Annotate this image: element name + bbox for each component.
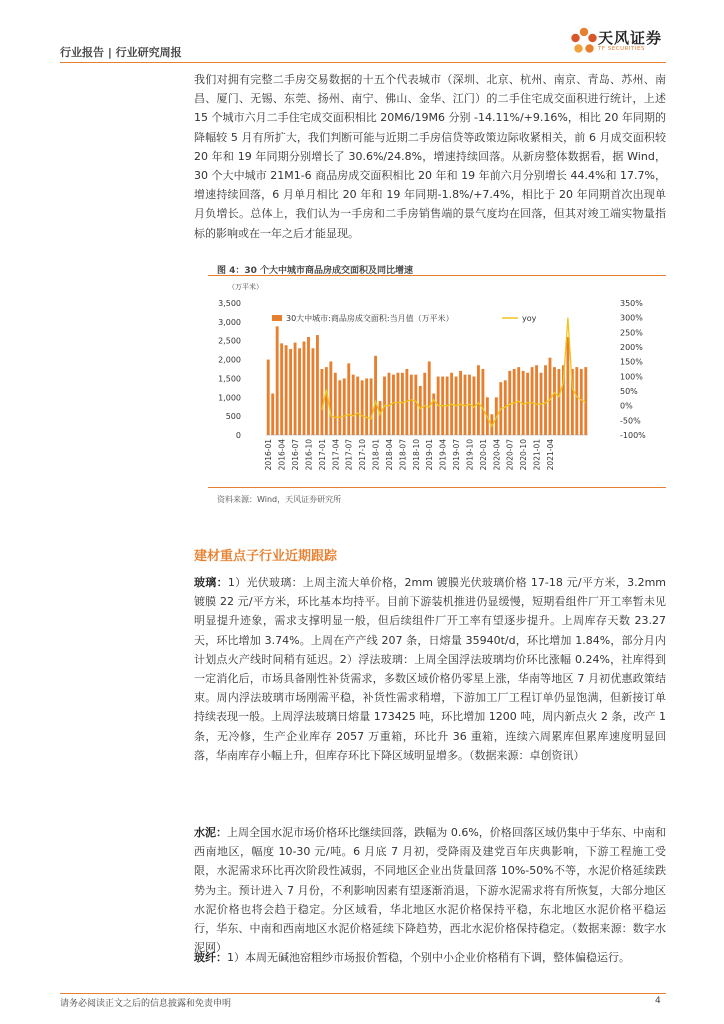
- unit-label: （万平米）: [228, 283, 263, 291]
- bar: [531, 367, 534, 435]
- x-axis-tick: 2017-01: [317, 439, 327, 471]
- bar: [347, 363, 350, 435]
- bar: [352, 375, 355, 435]
- left-axis-tick: 0: [235, 431, 241, 440]
- left-axis-tick: 500: [225, 412, 241, 422]
- bar: [557, 369, 560, 435]
- sales-area-chart: [208, 275, 666, 485]
- glass-paragraph: [194, 573, 666, 765]
- x-axis-tick: 2017-04: [331, 439, 341, 471]
- x-axis-tick: 2017-07: [344, 439, 354, 471]
- bar: [459, 371, 462, 435]
- intro-paragraph: 我们对拥有完整二手房交易数据的十五个代表城市（深圳、北京、杭州、南京、青岛、苏州、南昌、厦门、无锡、东莞、扬州、南宁、佛山、金华、江门）的二手住宅成交面积进行统计，上述 15 个城市六月二手住宅成交面积相比 20M6/19M6 分别 -14.11%/+9.16%，相比 20 年同期的降幅较 5 月有所扩大，我们判断可能与近期二手房信贷等政策边际收紧相关，前 6 月成交面积较 20 年和 19 年同期分别增长了 30.6%/24.8%，增速持续回落。从新房整体数据看，据 Wind，30 个大中城市 21M1-6 商品房成交面积相比 20 年和 19 年前六月分别增长 44.4%和 17.7%，增速持续回落，6 月单月相比 20 年和 19 年同期-1.8%/+7.4%，相比于 20 年同期首次出现单月负增长。总体上，我们认为一手房和二手房销售端的景气度均在回落，但其对竣工端实物量指标的影响或在一年之后才能显现。: [194, 73, 666, 240]
- bar: [325, 367, 328, 435]
- legend-bar-label: 30大中城市:商品房成交面积:当月值（万平米）: [286, 314, 454, 323]
- bar: [307, 337, 310, 435]
- bar: [303, 341, 306, 435]
- right-axis-tick: -100%: [620, 431, 646, 440]
- section-title: 建材重点子行业近期跟踪: [194, 549, 338, 564]
- glass-text: 1）光伏玻璃：上周主流大单价格，2mm 镀膜光伏玻璃价格 17-18 元/平方米，3.2mm 镀膜 22 元/平方米，环比基本均持平。目前下游装机推进仍显缓慢，短期看组件厂开工率暂未见明显提升迹象，需求支撑明显一般，但后续组件厂开工率有望逐步提升。上周库存天数 23.27 天，环比增加 3.74%。上周在产产线 207 条，日熔量 35940t/d，环比增加 1.84%，部分月内计划点火产线时间稍有延迟。2）浮法玻璃：上周全国浮法玻璃均价环比涨幅 0.24%，社库得到一定消化后，市场具备刚性补货需求，多数区域价格仍零星上涨，华南等地区 7 月初优惠政策结束。周内浮法玻璃市场刚需平稳，补货性需求稍增，下游加工厂工程订单仍显饱满，但新接订单持续表现一般。上周浮法玻璃日熔量 173425 吨，环比增加 1200 吨，周内新点火 2 条，改产 1 条，无冷修，生产企业库存 2057 万重箱，环比升 36 重箱，连续六周累库但累库速度明显回落，华南库存小幅上升，但库存环比下降区域明显增多。（数据来源：卓创资讯）: [194, 576, 666, 762]
- bar: [285, 345, 288, 435]
- bar: [388, 373, 391, 435]
- x-axis-tick: 2018-04: [384, 439, 394, 471]
- bar: [361, 380, 364, 435]
- x-axis-tick: 2016-01: [264, 439, 274, 471]
- bar: [343, 378, 346, 435]
- right-axis-tick: 300%: [620, 313, 643, 323]
- x-axis-tick: 2019-07: [452, 439, 462, 471]
- x-axis-tick: 2019-01: [425, 439, 435, 471]
- bar: [316, 335, 319, 435]
- x-axis-tick: 2018-01: [371, 439, 381, 471]
- bar: [428, 361, 431, 435]
- bar: [584, 367, 587, 435]
- bar: [312, 348, 315, 435]
- bar: [481, 369, 484, 435]
- bar: [575, 367, 578, 435]
- right-axis-tick: 200%: [620, 343, 643, 352]
- cement-text: 上周全国水泥市场价格环比继续回落，跌幅为 0.6%，价格回落区域仍集中于华东、中南和西南地区，幅度 10-30 元/吨。6 月底 7 月初，受降雨及建党百年庆典影响，下游工程施工受限，水泥需求环比再次阶段性减弱，不同地区企业出货量回落 10%-50%不等，水泥价格延续跌势为主。预计进入 7 月份，不利影响因素有望逐渐消退，下游水泥需求将有所恢复，大部分地区水泥价格也将会趋于稳定。分区域看，华北地区水泥价格保持平稳，东北地区水泥价格平稳运行，华东、中南和西南地区水泥价格延续下降趋势，西北水泥价格保持稳定。（数据来源：数字水泥网）: [194, 826, 666, 955]
- bar: [374, 356, 377, 435]
- fiber-label: 玻纤：: [194, 951, 227, 964]
- x-axis-tick: 2020-04: [492, 439, 502, 471]
- left-axis-tick: 1,500: [218, 374, 241, 384]
- bar: [580, 369, 583, 435]
- bar: [549, 358, 552, 435]
- bar: [396, 373, 399, 435]
- bar: [320, 369, 323, 435]
- bar: [423, 373, 426, 435]
- brand-subtitle: TF SECURITIES: [598, 46, 645, 52]
- figure-title: 图 4：30 个大中城市商品房成交面积及同比增速: [217, 266, 414, 276]
- x-axis-tick: 2016-07: [291, 439, 301, 471]
- left-axis-tick: 3,500: [218, 299, 241, 308]
- bar: [356, 377, 359, 435]
- left-axis-tick: 2,500: [218, 336, 241, 346]
- x-axis-tick: 2019-10: [465, 439, 475, 471]
- x-axis-tick: 2018-10: [411, 439, 421, 471]
- x-axis-tick: 2019-04: [438, 439, 448, 471]
- bar: [526, 373, 529, 435]
- footer-divider: [60, 993, 666, 994]
- left-axis-tick: 1,000: [218, 393, 241, 403]
- right-axis-tick: 250%: [620, 328, 643, 338]
- bar: [508, 371, 511, 435]
- x-axis-tick: 2020-07: [505, 439, 515, 471]
- x-axis-tick: 2021-04: [545, 439, 555, 471]
- bar: [271, 394, 274, 435]
- bar: [334, 373, 337, 435]
- footer-disclaimer: 请务必阅读正文之后的信息披露和免责申明: [60, 999, 232, 1009]
- x-axis-tick: 2016-10: [304, 439, 314, 471]
- right-axis-tick: -50%: [620, 416, 641, 426]
- bar: [338, 380, 341, 435]
- bar: [365, 378, 368, 435]
- legend-line-label: yoy: [522, 314, 537, 323]
- bar: [414, 375, 417, 435]
- bar: [535, 365, 538, 435]
- cement-paragraph: [194, 823, 666, 957]
- cement-label: 水泥：: [194, 826, 228, 839]
- bar: [410, 375, 413, 435]
- right-axis-tick: 350%: [620, 299, 643, 308]
- right-axis-tick: 0%: [620, 401, 633, 411]
- bar: [370, 378, 373, 435]
- page-number: 4: [655, 996, 661, 1006]
- bar: [280, 343, 283, 435]
- fiber-text: 1）本周无碱池窑粗纱市场报价暂稳，个别中小企业价格稍有下调，整体偏稳运行。: [227, 951, 630, 964]
- legend-bar-swatch: [272, 315, 282, 321]
- left-axis-tick: 3,000: [218, 317, 241, 327]
- left-axis-tick: 2,000: [218, 355, 241, 365]
- header-divider: [60, 62, 666, 63]
- right-axis-tick: 50%: [620, 387, 638, 396]
- x-axis-tick: 2018-07: [398, 439, 408, 471]
- bar: [379, 401, 382, 435]
- bar: [419, 386, 422, 435]
- x-axis-tick: 2020-10: [519, 439, 529, 471]
- x-axis-tick: 2021-01: [532, 439, 542, 471]
- bar: [294, 343, 297, 435]
- glass-label: 玻璃：: [194, 576, 228, 589]
- bar: [329, 361, 332, 435]
- report-type: 行业报告 | 行业研究周报: [60, 46, 182, 59]
- x-axis-tick: 2020-01: [478, 439, 488, 471]
- figure-source: 资料来源：Wind，天风证券研究所: [217, 495, 342, 504]
- brand-name: 天风证券: [598, 29, 663, 47]
- bar: [477, 365, 480, 435]
- x-axis-tick: 2016-04: [277, 439, 287, 471]
- right-axis-tick: 150%: [620, 357, 643, 367]
- bar: [401, 373, 404, 435]
- bar: [566, 337, 569, 435]
- bar: [298, 348, 301, 435]
- bar: [267, 360, 270, 435]
- x-axis-tick: 2017-10: [358, 439, 368, 471]
- bar: [392, 375, 395, 435]
- bar: [289, 349, 292, 435]
- fiber-paragraph: [194, 948, 666, 967]
- bar: [276, 326, 279, 435]
- bar: [544, 365, 547, 435]
- right-axis-tick: 100%: [620, 372, 643, 382]
- bar: [553, 367, 556, 435]
- figure-bottom-rule: [208, 487, 666, 488]
